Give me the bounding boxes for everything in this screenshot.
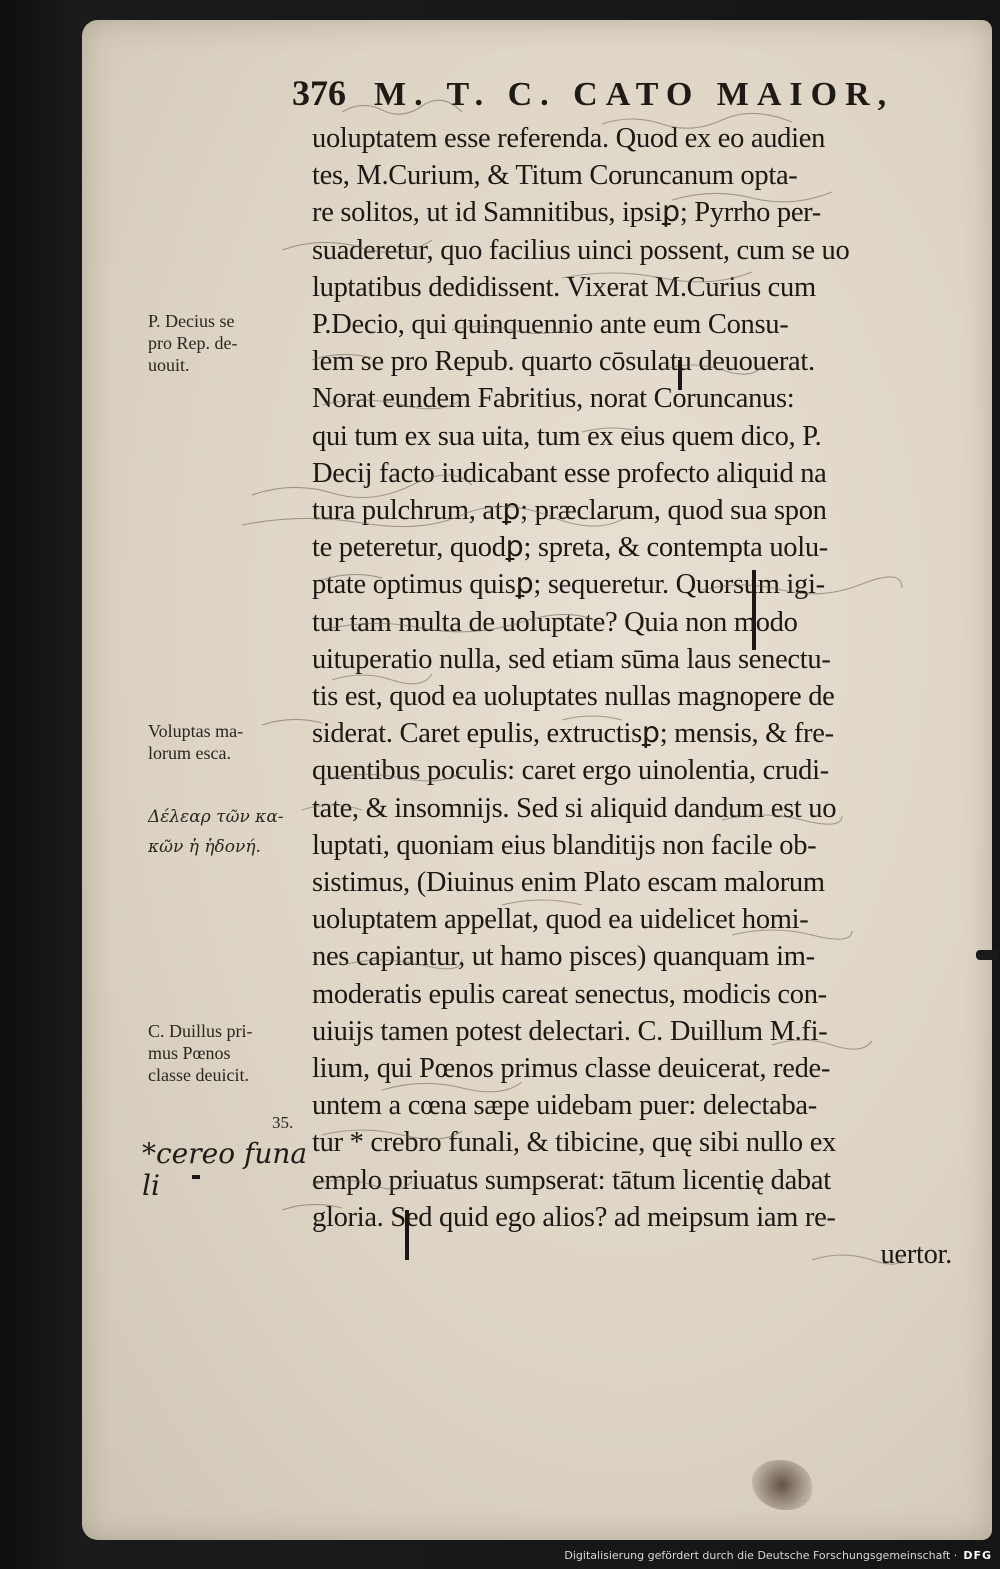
marginal-line: uouit. [148, 355, 190, 375]
text-line: tes, M.Curium, & Titum Coruncanum opta- [312, 160, 798, 192]
text-line: nes capiantur, ut hamo pisces) quanquam im- [312, 941, 815, 973]
text-line: tura pulchrum, atꝑ; præclarum, quod sua spon [312, 495, 827, 527]
text-line: Decij facto iudicabant esse profecto aliquid na [312, 457, 827, 489]
marginal-note-decius [148, 310, 313, 376]
text-line: Norat eundem Fabritius, norat Coruncanus: [312, 383, 795, 415]
ink-stain [752, 1460, 812, 1510]
marginal-line: lorum esca. [148, 743, 231, 763]
text-line: lem se pro Repub. quarto cōsulatu deuouerat. [312, 346, 815, 378]
text-line: uertor. [880, 1239, 952, 1271]
digitization-credit [564, 1545, 992, 1565]
handwritten-note [142, 1138, 312, 1202]
text-line: siderat. Caret epulis, extructisꝑ; mensis, & fre- [312, 718, 834, 750]
marginal-note-voluptas [148, 720, 313, 764]
text-line: uoluptatem appellat, quod ea uidelicet homi- [312, 904, 809, 936]
text-line: quentibus poculis: caret ergo uinolentia, crudi- [312, 755, 829, 787]
credit-text: Digitalisierung gefördert durch die Deutsche Forschungsgemeinschaft · [564, 1548, 958, 1562]
text-line: suaderetur, quo facilius uinci possent, cum se uo [312, 234, 850, 266]
marginal-line: pro Rep. de- [148, 333, 238, 353]
text-line: uituperatio nulla, sed etiam sūma laus senectu- [312, 643, 831, 675]
marginal-line: κῶν ἡ ἡδονή. [148, 837, 261, 857]
text-line: tur * crebro funali, & tibicine, quę sibi nullo ex [312, 1127, 836, 1159]
marginal-line: Voluptas ma- [148, 721, 244, 741]
marginal-line: 35. [272, 1113, 294, 1132]
text-line: uiuijs tamen potest delectari. C. Duillum M.fi- [312, 1015, 828, 1047]
text-line: ptate optimus quisꝑ; sequeretur. Quorsum igi- [312, 569, 825, 601]
handwritten-line: li [142, 1169, 160, 1202]
marginal-note-greek [148, 802, 313, 862]
marginal-note-duillius [148, 1020, 313, 1086]
marginal-line: classe deuicit. [148, 1065, 249, 1085]
marginal-line: C. Duillus pri- [148, 1021, 253, 1041]
text-line: tate, & insomnijs. Sed si aliquid dandum est uo [312, 792, 837, 824]
text-line: uoluptatem esse referenda. Quod ex eo audien [312, 123, 826, 154]
text-line: gloria. Sed quid ego alios? ad meipsum iam re- [312, 1201, 836, 1233]
text-line: te peteretur, quodꝑ; spreta, & contempta uolu- [312, 532, 828, 564]
text-line: untem a cœna sæpe uidebam puer: delectaba- [312, 1090, 817, 1122]
marginal-line: mus Pœnos [148, 1043, 231, 1063]
text-line: P.Decio, qui quinquennio ante eum Consu- [312, 309, 789, 341]
marginal-note-number [272, 1112, 437, 1134]
text-line: tur tam multa de uoluptate? Quia non modo [312, 606, 798, 638]
margin-dash-mark [192, 1175, 200, 1179]
running-title: M. T. C. CATO MAIOR, [374, 76, 895, 113]
text-line: re solitos, ut id Samnitibus, ipsiꝑ; Pyrrho per- [312, 197, 821, 229]
page-number: 376 [292, 73, 346, 113]
marginal-line: P. Decius se [148, 311, 235, 331]
text-line: qui tum ex sua uita, tum ex eius quem dico, P. [312, 420, 822, 452]
text-line: emplo priuatus sumpserat: tātum licentię dabat [312, 1164, 831, 1196]
text-line: sistimus, (Diuinus enim Plato escam malorum [312, 867, 825, 899]
text-line: luptati, quoniam eius blanditijs non facile ob- [312, 829, 817, 861]
dfg-logo: DFG [963, 1548, 992, 1562]
page-header [292, 72, 942, 118]
book-page [82, 20, 992, 1540]
page-edge-mark [976, 950, 998, 960]
text-line: tis est, quod ea uoluptates nullas magnopere de [312, 681, 835, 713]
handwritten-line: *cereo funa [142, 1137, 308, 1170]
text-line: luptatibus dedidissent. Vixerat M.Curius cum [312, 271, 816, 303]
text-line: moderatis epulis careat senectus, modicis con- [312, 978, 827, 1010]
marginal-line: Δέλεαρ τῶν κα- [148, 807, 284, 827]
text-line: lium, qui Pœnos primus classe deuicerat, rede- [312, 1053, 831, 1085]
